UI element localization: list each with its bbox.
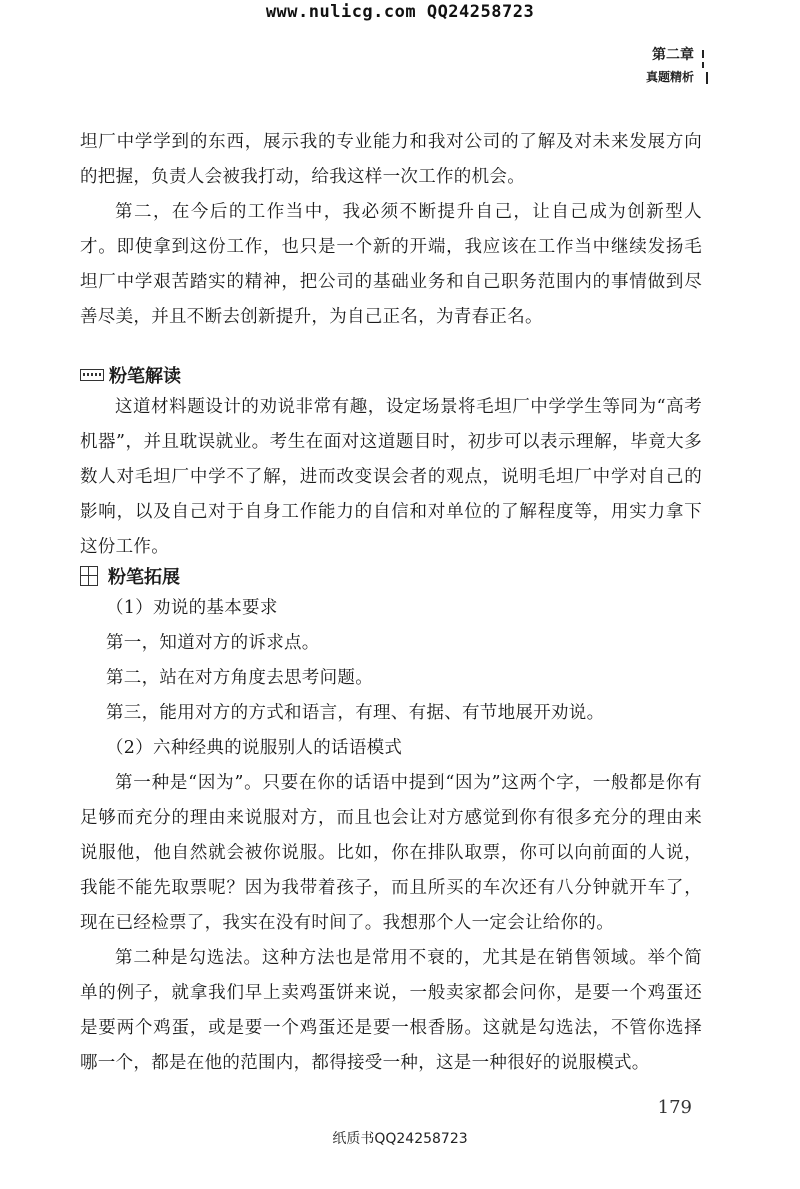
reading-heading <box>80 362 181 388</box>
section-grid-icon <box>80 566 98 586</box>
paragraph-choice: 第二种是勾选法。这种方法也是常用不衰的，尤其是在销售领域。举个简单的例子，就拿我们早上卖鸡蛋饼来说，一般卖家都会问你，是要一个鸡蛋还是要两个鸡蛋，或是要一个鸡蛋还是要一根香肠。这就是勾选法，不管你选择哪一个，都是在他的范围内，都得接受一种，这是一种很好的说服模式。 <box>80 948 702 1073</box>
edge-marks <box>702 50 708 90</box>
expand-heading <box>80 563 180 589</box>
footer-note: 纸质书QQ24258723 <box>332 1131 468 1147</box>
section-mark-icon <box>80 369 104 381</box>
expand-line: 第一，知道对方的诉求点。 <box>106 633 320 653</box>
chapter-label: 第二章 <box>652 47 694 63</box>
running-head <box>646 44 694 88</box>
reading-paragraph: 这道材料题设计的劝说非常有趣，设定场景将毛坦厂中学学生等同为“高考机器”，并且耽误就业。考生在面对这道题目时，初步可以表示理解，毕竟大多数人对毛坦厂中学不了解，进而改变误会者的观点，说明毛坦厂中学对自己的影响，以及自己对于自身工作能力的自信和对单位的了解程度等，用实力拿下这份工作。 <box>80 397 702 557</box>
expand-line: 第三，能用对方的方式和语言，有理、有据、有节地展开劝说。 <box>106 703 605 723</box>
expand-line: （2）六种经典的说服别人的话语模式 <box>106 738 403 758</box>
section-label: 真题精析 <box>645 70 694 84</box>
paragraph-because: 第一种是“因为”。只要在你的话语中提到“因为”这两个字，一般都是你有足够而充分的理由来说服对方，而且也会让对方感觉到你有很多充分的理由来说服他，他自然就会被你说服。比如，你在排队取票，你可以向前面的人说，我能不能先取票呢？因为我带着孩子，而且所买的车次还有八分钟就开车了，现在已经检票了，我实在没有时间了。我想那个人一定会让给你的。 <box>80 773 702 933</box>
expand-line: （1）劝说的基本要求 <box>106 598 278 618</box>
reading-title: 粉笔解读 <box>109 366 181 387</box>
site-banner: www.nulicg.com QQ24258723 <box>265 2 535 22</box>
expand-line: 第二，站在对方角度去思考问题。 <box>106 668 373 688</box>
paragraph-second-point: 第二，在今后的工作当中，我必须不断提升自己，让自己成为创新型人才。即使拿到这份工作，也只是一个新的开端，我应该在工作当中继续发扬毛坦厂中学艰苦踏实的精神，把公司的基础业务和自己职务范围内的事情做到尽善尽美，并且不断去创新提升，为自己正名，为青春正名。 <box>80 202 702 327</box>
paragraph-continued: 坦厂中学学到的东西，展示我的专业能力和我对公司的了解及对未来发展方向的把握，负责人会被我打动，给我这样一次工作的机会。 <box>80 132 702 187</box>
page-number: 179 <box>657 1097 692 1118</box>
expand-title: 粉笔拓展 <box>108 567 180 588</box>
